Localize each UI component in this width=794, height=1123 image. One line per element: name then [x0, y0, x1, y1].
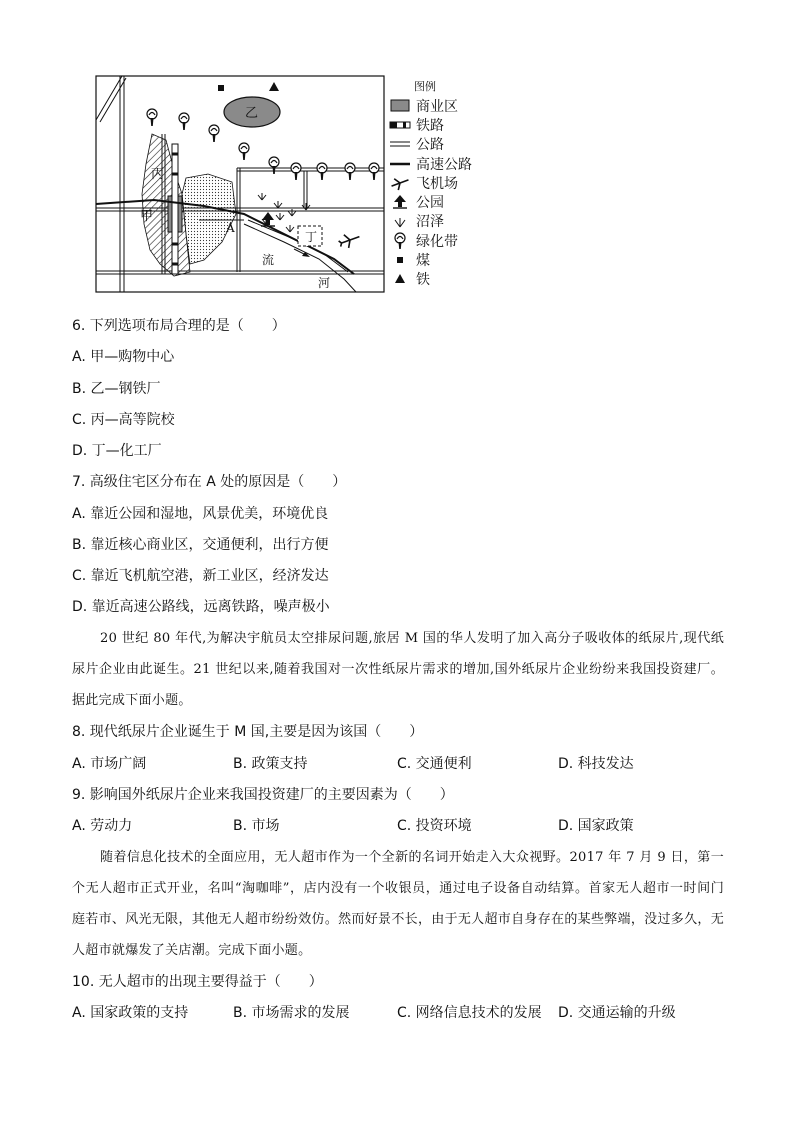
label-yi: 乙: [245, 106, 259, 121]
q10-stem: 10. 无人超市的出现主要得益于（ ）: [72, 974, 323, 990]
q7-option-d[interactable]: D. 靠近高速公路线，远离铁路，噪声极小: [72, 599, 330, 615]
legend-item-greenbelt: 绿化带: [388, 231, 498, 250]
legend-item-airport: 飞机场: [388, 173, 498, 192]
legend-item-road: 公路: [388, 135, 498, 154]
legend-item-railway: 铁路: [388, 115, 498, 134]
map-figure: [94, 74, 386, 296]
airport-icon: [388, 175, 412, 191]
map-legend: [388, 78, 498, 289]
label-a: A: [226, 221, 235, 235]
q9-option-d[interactable]: D. 国家政策: [558, 818, 634, 834]
q8-stem: 8. 现代纸尿片企业诞生于 M 国,主要是因为该国（ ）: [72, 724, 424, 740]
label-ding: 丁: [305, 230, 318, 244]
q8-option-c[interactable]: C. 交通便利: [397, 756, 472, 772]
label-he: 河: [318, 276, 331, 290]
legend-item-park: 公园: [388, 192, 498, 211]
city-layout-map: [94, 74, 386, 300]
q9-stem: 9. 影响国外纸尿片企业来我国投资建厂的主要因素为（ ）: [72, 787, 454, 803]
legend-item-coal: 煤: [388, 250, 498, 269]
iron-icon: [388, 271, 412, 287]
q8-option-a[interactable]: A. 市场广阔: [72, 756, 147, 772]
commercial-area-icon: [388, 98, 412, 114]
legend-item-marsh: 沼泽: [388, 212, 498, 231]
coal-icon: [388, 252, 412, 268]
q9-option-a[interactable]: A. 劳动力: [72, 818, 133, 834]
label-jia: 甲: [140, 209, 154, 224]
q10-option-b[interactable]: B. 市场需求的发展: [233, 1005, 350, 1021]
expressway-icon: [388, 156, 412, 172]
q6-option-c[interactable]: C. 丙—高等院校: [72, 412, 175, 428]
legend-item-expressway: 高速公路: [388, 154, 498, 173]
passage-diaper: 20 世纪 80 年代,为解决宇航员太空排尿问题,旅居 M 国的华人发明了加入高分子吸收体的纸尿片,现代纸尿片企业由此诞生。21 世纪以来,随着我国对一次性纸尿片需求的增加,国外纸尿片企业纷纷来我国投资建厂。据此完成下面小题。: [72, 631, 724, 708]
label-liu: 流: [262, 253, 275, 267]
label-bing: 丙: [151, 167, 165, 182]
q7-option-a[interactable]: A. 靠近公园和湿地，风景优美，环境优良: [72, 506, 329, 522]
q8-option-d[interactable]: D. 科技发达: [558, 756, 634, 772]
q6-option-a[interactable]: A. 甲—购物中心: [72, 349, 175, 365]
marsh-icon: [388, 213, 412, 229]
q7-stem: 7. 高级住宅区分布在 A 处的原因是（ ）: [72, 474, 347, 490]
legend-item-iron: 铁: [388, 270, 498, 289]
passage-unmanned-supermarket: 随着信息化技术的全面应用，无人超市作为一个全新的名词开始走入大众视野。2017 年 7 月 9 日，第一个无人超市正式开业，名叫“淘咖啡”，店内没有一个收银员，通过电子设备自动结算。首家无人超市一时间门庭若市、风光无限，其他无人超市纷纷效仿。然而好景不长，由于无人超市自身存在的某些弊端，没过多久，无人超市就爆发了关店潮。完成下面小题。: [72, 850, 724, 958]
road-icon: [388, 136, 412, 152]
park-icon: [388, 194, 412, 210]
q6-option-d[interactable]: D. 丁—化工厂: [72, 443, 162, 459]
legend-item-commercial: 商业区: [388, 96, 498, 115]
q9-option-c[interactable]: C. 投资环境: [397, 818, 472, 834]
q8-option-b[interactable]: B. 政策支持: [233, 756, 308, 772]
legend-title: 图例: [414, 80, 436, 93]
q9-option-b[interactable]: B. 市场: [233, 818, 280, 834]
q10-option-c[interactable]: C. 网络信息技术的发展: [397, 1005, 542, 1021]
greenbelt-icon: [388, 233, 412, 249]
q7-option-b[interactable]: B. 靠近核心商业区，交通便利，出行方便: [72, 537, 329, 553]
q7-option-c[interactable]: C. 靠近飞机航空港，新工业区，经济发达: [72, 568, 329, 584]
q10-option-d[interactable]: D. 交通运输的升级: [558, 1005, 676, 1021]
q10-option-a[interactable]: A. 国家政策的支持: [72, 1005, 189, 1021]
q6-option-b[interactable]: B. 乙—钢铁厂: [72, 381, 161, 397]
railway-icon: [388, 117, 412, 133]
q6-stem: 6. 下列选项布局合理的是（ ）: [72, 318, 286, 334]
